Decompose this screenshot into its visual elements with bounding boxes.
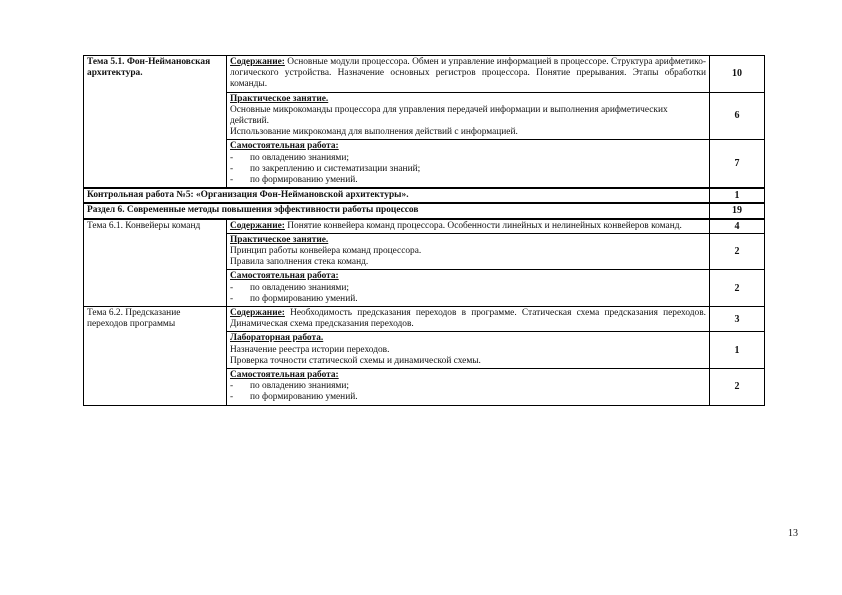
topic-5-1-self-study xyxy=(227,140,710,188)
content-text: Необходимость предсказания переходов в программе. Статическая схема предсказания переходов. Динамическая схема предсказания переходов. xyxy=(230,308,706,330)
topic-6-2-content xyxy=(227,307,710,332)
self-study-label: Самостоятельная работа: xyxy=(230,271,339,282)
list-item: - по овладению знаниями; xyxy=(230,152,349,163)
content-label: Содержание: xyxy=(230,57,285,67)
list-item: - по формированию умений. xyxy=(230,293,358,304)
topic-6-2-title: Тема 6.2. Предсказание переходов программы xyxy=(84,307,227,406)
topic-5-1-content xyxy=(227,56,710,93)
lab-line: Назначение реестра истории переходов. xyxy=(230,344,390,355)
topic-5-1-practice xyxy=(227,92,710,140)
hours-cell: 3 xyxy=(710,307,765,332)
hours-cell: 10 xyxy=(710,56,765,93)
table-row xyxy=(84,219,765,234)
list-item: - по закреплению и систематизации знаний; xyxy=(230,163,421,174)
content-text: Основные модули процессора. Обмен и управление информацией в процессоре. Структура арифметико-логического устройства. Назначение основных регистров процессора. Понятие прерывания. Этапы обработки команды. xyxy=(230,57,706,90)
hours-cell: 2 xyxy=(710,233,765,270)
hours-cell: 2 xyxy=(710,369,765,406)
content-label: Содержание: xyxy=(230,220,285,231)
hours-cell: 7 xyxy=(710,140,765,188)
lab-label: Лабораторная работа. xyxy=(230,333,324,344)
topic-6-1-self-study xyxy=(227,270,710,307)
page-number: 13 xyxy=(788,528,798,539)
curriculum-table xyxy=(83,55,765,406)
topic-6-1-practice xyxy=(227,233,710,270)
list-item: - по формированию умений. xyxy=(230,175,358,186)
topic-6-2-self-study xyxy=(227,369,710,406)
hours-cell: 1 xyxy=(710,188,765,203)
self-study-label: Самостоятельная работа: xyxy=(230,141,339,152)
list-item: - по овладению знаниями; xyxy=(230,282,349,293)
hours-cell: 19 xyxy=(710,203,765,218)
topic-5-1-title: Тема 5.1. Фон-Неймановская архитектура. xyxy=(84,56,227,189)
hours-cell: 4 xyxy=(710,219,765,234)
list-item: - по формированию умений. xyxy=(230,392,358,403)
content-text: Понятие конвейера команд процессора. Особенности линейных и нелинейных конвейеров команд. xyxy=(284,220,682,231)
hours-cell: 2 xyxy=(710,270,765,307)
hours-cell: 6 xyxy=(710,92,765,140)
topic-6-1-title: Тема 6.1. Конвейеры команд xyxy=(84,219,227,307)
practice-line: Правила заполнения стека команд. xyxy=(230,257,369,268)
table-row xyxy=(84,307,765,332)
topic-6-2-lab xyxy=(227,332,710,369)
self-study-label: Самостоятельная работа: xyxy=(230,370,339,381)
practice-label: Практическое занятие. xyxy=(230,234,329,245)
table-row xyxy=(84,188,765,203)
practice-line: Принцип работы конвейера команд процессора. xyxy=(230,246,422,257)
topic-6-1-content xyxy=(227,219,710,234)
table-row xyxy=(84,203,765,218)
practice-label: Практическое занятие. xyxy=(230,93,329,104)
table-row xyxy=(84,56,765,93)
hours-cell: 1 xyxy=(710,332,765,369)
content-label: Содержание: xyxy=(230,308,285,319)
lab-line: Проверка точности статической схемы и динамической схемы. xyxy=(230,355,481,366)
practice-line: Использование микрокоманд для выполнения действий с информацией. xyxy=(230,127,518,138)
section-6-title: Раздел 6. Современные методы повышения эффективности работы процессов xyxy=(84,203,710,218)
practice-line: Основные микрокоманды процессора для управления передачей информации и выполнения арифметических действий. xyxy=(230,104,668,127)
list-item: - по овладению знаниями; xyxy=(230,381,349,392)
control-work-title: Контрольная работа №5: «Организация Фон-Неймановской архитектуры». xyxy=(84,188,710,203)
